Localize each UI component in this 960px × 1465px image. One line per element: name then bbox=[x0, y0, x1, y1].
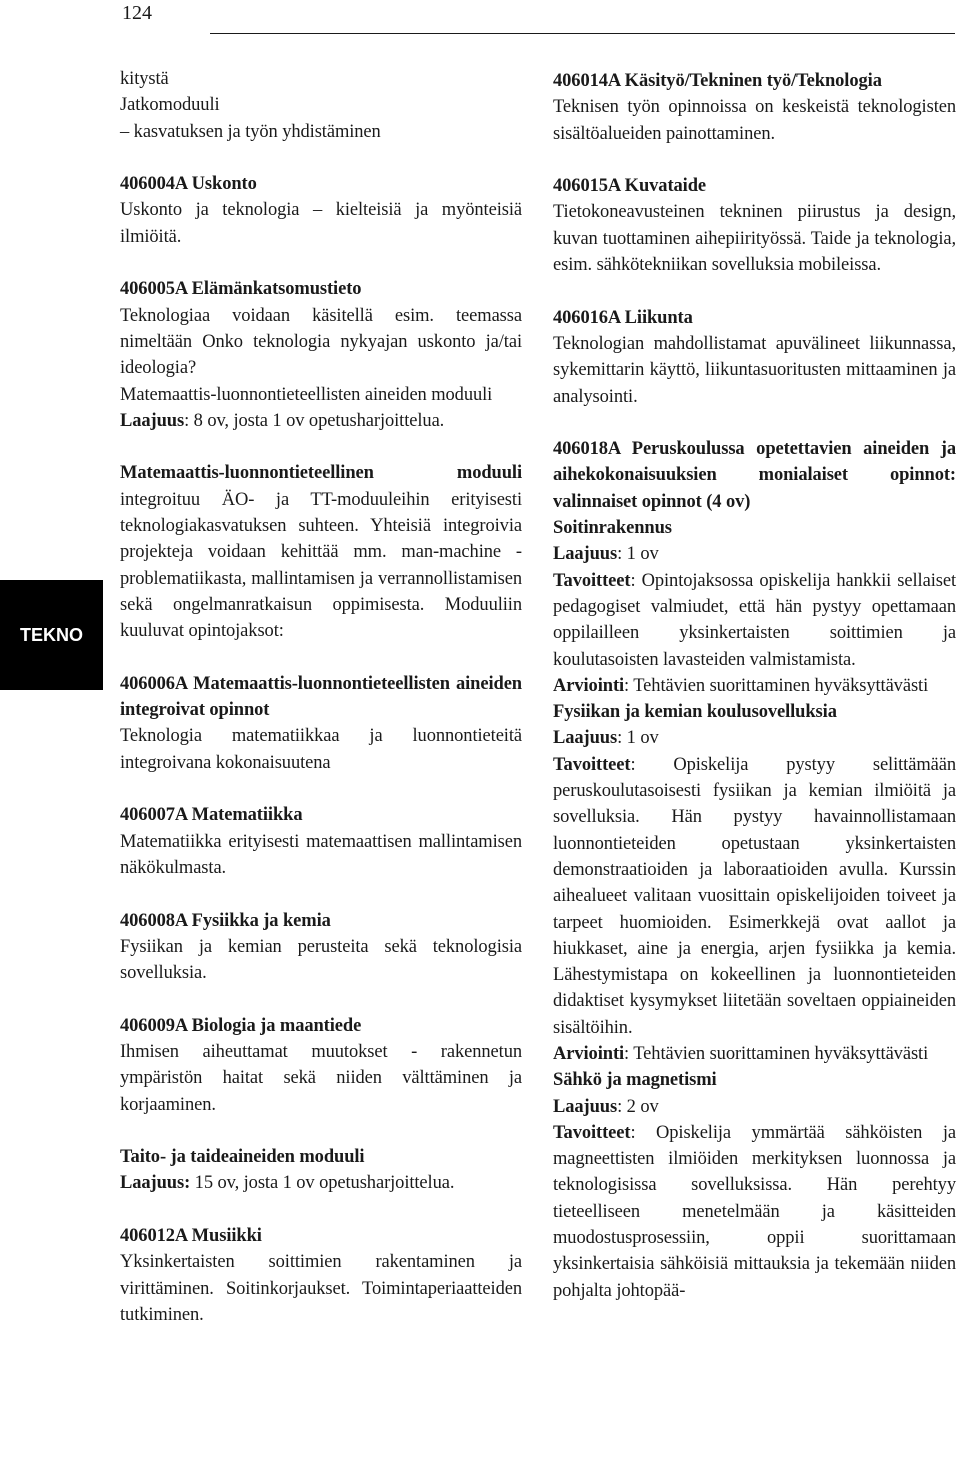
scope-value: : 2 ov bbox=[617, 1096, 659, 1117]
scope-value: : 1 ov bbox=[617, 544, 659, 565]
module-scope bbox=[120, 408, 522, 434]
course-musiikki bbox=[120, 1223, 522, 1328]
course-matematiikka bbox=[120, 802, 522, 881]
course-description: Teknologiaa voidaan käsitellä esim. teemassa nimeltään Onko teknologia nykyajan uskonto ja/tai ideologia? bbox=[120, 305, 522, 379]
course-heading: 406018A Peruskoulussa opetettavien aineiden ja aihekokonaisuuksien monialaiset opinnot: valinnaiset opinnot (4 ov) bbox=[553, 439, 956, 512]
assessment-label: Arviointi bbox=[553, 1043, 625, 1064]
course-description: Tietokoneavusteinen tekninen piirustus ja design, kuvan tuottaminen aihepiirityössä. Taide ja teknologia, esim. sähkötekniikan sovelluksia mobileissa. bbox=[553, 202, 956, 276]
course-elamankatsomustieto bbox=[120, 276, 522, 434]
continuation-block bbox=[120, 66, 522, 145]
section-goals bbox=[553, 752, 956, 1041]
course-integroivat bbox=[120, 671, 522, 776]
goals-text: : Opiskelija ymmärtää sähköisten ja magneettisten ilmiöiden merkityksen luonnossa ja teknologisissa sovelluksissa. Hän perehtyy tieteelliseen menetelmään ja käsitteiden muodostusprosessiin, oppii suorittamaan yksinkertaisia sähköisiä mittauksia ja tekemään niiden pohjalta johtopää- bbox=[553, 1122, 956, 1301]
goals-label: Tavoitteet bbox=[553, 570, 631, 591]
course-kuvataide bbox=[553, 173, 956, 278]
module-intro-text bbox=[120, 460, 522, 644]
module-intro-body: integroituu ÄO- ja TT-moduuleihin erityisesti teknologiakasvatuksen suhteen. Yhteisiä integroivia projekteja voidaan kehittää mm. man-machine -problematiikasta, mallintamisen ja verrannollistamisen sekä ongelmanratkaisun oppimisesta. Moduuliin kuuluvat opintojaksot: bbox=[120, 489, 522, 642]
goals-text: : Opiskelija pystyy selittämään peruskoulutasoisesti fysiikan ja kemian ilmiöitä ja sovelluksia. Hän pystyy havainnollistamaan luonnontieteiden opetustaan yksinkertaisten demonstraatioiden ja laboraatioiden avulla. Kurssin aihealueet valitaan vuosittain opiskelijoiden toiveet ja tarpeet huomioiden. Esimerkkejä ovat aallot ja hiukkaset, aine ja energia, arjen fysiikka ja kemia. Lähestymistapa on kokeellinen ja luonnontieteiden didaktiset kysymykset liitetään soveltaen oppiaineiden sisältöihin. bbox=[553, 754, 956, 1038]
assessment-label: Arviointi bbox=[553, 675, 625, 696]
course-heading: 406015A Kuvataide bbox=[553, 176, 706, 197]
scope-value: 15 ov, josta 1 ov opetusharjoittelua. bbox=[190, 1173, 455, 1194]
goals-text: : Opintojaksossa opiskelija hankkii sellaiset pedagogiset valmiudet, että hän pystyy opettamaan oppilailleen yksinkertaisten soittimien ja koulutasoisten lavasteiden valmistamista. bbox=[553, 570, 956, 670]
section-assessment bbox=[553, 673, 956, 699]
section-goals bbox=[553, 1120, 956, 1304]
text-line: – kasvatuksen ja työn yhdistäminen bbox=[120, 121, 381, 142]
scope-label: Laajuus: bbox=[120, 1173, 191, 1194]
course-heading: 406007A Matematiikka bbox=[120, 805, 303, 826]
module-heading: Taito- ja taideaineiden moduuli bbox=[120, 1147, 365, 1168]
course-description: Ihmisen aiheuttamat muutokset - rakennetun ympäristön haitat sekä niiden välttäminen ja korjaaminen. bbox=[120, 1041, 522, 1115]
scope-value: : 8 ov, josta 1 ov opetusharjoittelua. bbox=[184, 410, 445, 431]
course-heading: 406012A Musiikki bbox=[120, 1226, 262, 1247]
course-description: Yksinkertaisten soittimien rakentaminen ja virittäminen. Soitinkorjaukset. Toimintaperiaatteiden tutkiminen. bbox=[120, 1252, 522, 1325]
section-scope bbox=[553, 725, 956, 751]
course-description: Teknologian mahdollistamat apuvälineet liikunnassa, sykemittarin käyttö, liikuntasuoritusten mittaaminen ja analysointi. bbox=[553, 333, 956, 407]
course-biologia bbox=[120, 1013, 522, 1118]
course-heading: 406008A Fysiikka ja kemia bbox=[120, 910, 331, 931]
goals-label: Tavoitteet bbox=[553, 1122, 631, 1143]
course-heading: 406004A Uskonto bbox=[120, 174, 257, 195]
scope-label: Laajuus bbox=[553, 1096, 618, 1117]
course-uskonto bbox=[120, 171, 522, 250]
course-heading: 406005A Elämänkatsomustieto bbox=[120, 279, 362, 300]
page-number: 124 bbox=[122, 2, 152, 24]
section-title: Fysiikan ja kemian koulusovelluksia bbox=[553, 702, 837, 723]
left-column bbox=[120, 66, 522, 1355]
course-kasityo bbox=[553, 68, 956, 147]
assessment-text: : Tehtävien suorittaminen hyväksyttävästi bbox=[624, 1043, 929, 1064]
header-rule bbox=[210, 33, 955, 34]
section-scope bbox=[553, 1094, 956, 1120]
scope-label: Laajuus bbox=[120, 410, 185, 431]
goals-label: Tavoitteet bbox=[553, 754, 631, 775]
course-heading: 406016A Liikunta bbox=[553, 307, 693, 328]
scope-value: : 1 ov bbox=[617, 728, 659, 749]
section-scope bbox=[553, 541, 956, 567]
scope-label: Laajuus bbox=[553, 544, 618, 565]
section-goals bbox=[553, 568, 956, 673]
module-taito-taide bbox=[120, 1144, 522, 1197]
course-description: Uskonto ja teknologia – kielteisiä ja myönteisiä ilmiöitä. bbox=[120, 200, 522, 247]
course-liikunta bbox=[553, 305, 956, 410]
section-title: Soitinrakennus bbox=[553, 518, 672, 539]
course-heading: 406009A Biologia ja maantiede bbox=[120, 1015, 362, 1036]
text-line: Jatkomoduuli bbox=[120, 95, 220, 116]
course-heading: 406014A Käsityö/Tekninen työ/Teknologia bbox=[553, 71, 882, 91]
scope-label: Laajuus bbox=[553, 728, 618, 749]
module-intro-lead: Matemaattis-luonnontieteellinen moduuli bbox=[120, 463, 522, 484]
module-scope bbox=[120, 1170, 522, 1196]
course-fysiikka-kemia bbox=[120, 908, 522, 987]
right-column bbox=[553, 68, 956, 1330]
course-description: Fysiikan ja kemian perusteita sekä teknologisia sovelluksia. bbox=[120, 936, 522, 984]
assessment-text: : Tehtävien suorittaminen hyväksyttävästi bbox=[624, 675, 929, 696]
course-description: Teknisen työn opinnoissa on keskeistä teknologisten sisältöalueiden painottaminen. bbox=[553, 97, 956, 144]
section-title: Sähkö ja magnetismi bbox=[553, 1070, 717, 1091]
course-monialaiset bbox=[553, 436, 956, 1304]
module-intro bbox=[120, 460, 522, 644]
text-line: kitystä bbox=[120, 69, 169, 89]
course-heading: 406006A Matemaattis-luonnontieteellisten aineiden integroivat opinnot bbox=[120, 673, 522, 721]
side-tab-label: TEKNO bbox=[0, 580, 103, 690]
course-description: Matematiikka erityisesti matemaattisen mallintamisen näkökulmasta. bbox=[120, 831, 522, 878]
section-assessment bbox=[553, 1041, 956, 1067]
course-description: Teknologia matematiikkaa ja luonnontieteitä integroivana kokonaisuutena bbox=[120, 726, 522, 773]
module-title: Matemaattis-luonnontieteellisten aineiden moduuli bbox=[120, 384, 493, 405]
